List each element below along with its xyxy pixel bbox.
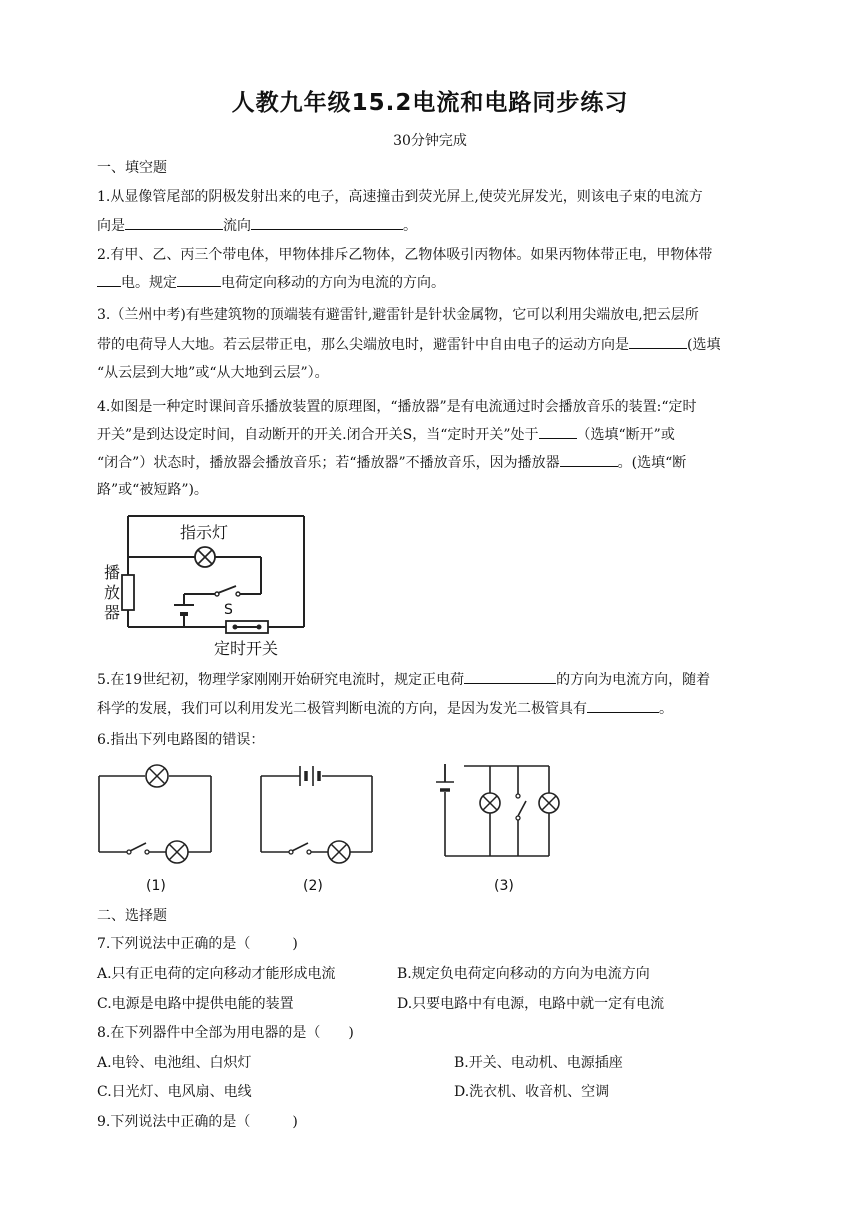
lamp-label: 指示灯: [180, 523, 229, 542]
q4-line2: [97, 424, 675, 445]
q4-text-b: （选填“断开”或: [576, 427, 675, 443]
q1-text-c: 。: [403, 218, 417, 234]
q2-blank-2: [177, 272, 221, 287]
q4-text-d: 。(选填“断: [617, 455, 687, 471]
q3-line3: “从云层到大地”或“从大地到云层”）。: [97, 365, 329, 381]
q3-text-a: 带的电荷导人大地。若云层带正电，那么尖端放电时，避雷针中自由电子的运动方向是: [97, 337, 629, 353]
c3-lamp-right-icon: [539, 793, 559, 813]
q5-text-a: 5.在19世纪初，物理学家刚刚开始研究电流时，规定正电荷: [97, 672, 465, 688]
c2-switch-icon: [289, 843, 311, 854]
player-resistor-icon: [122, 575, 134, 610]
section-choice-heading: 二、选择题: [97, 908, 167, 924]
section-fill-heading: 一、填空题: [97, 160, 167, 176]
c1-lamp-top-icon: [146, 765, 168, 787]
q8-option-a: A.电铃、电池组、白炽灯: [97, 1055, 252, 1071]
q5-line1: [97, 669, 710, 690]
q6-caption-1: (1): [146, 878, 166, 892]
q5-line2: [97, 698, 673, 719]
q6-line1: 6.指出下列电路图的错误：: [97, 732, 265, 748]
switch-s-icon: [215, 586, 240, 596]
page-subtitle: 30分钟完成: [393, 133, 467, 149]
c2-lamp-icon: [328, 841, 350, 863]
q2-line2: [97, 272, 445, 293]
q3-line2: [97, 334, 720, 355]
timer-label: 定时开关: [214, 639, 279, 658]
q1-text-a: 向是: [97, 218, 125, 234]
c3-battery-icon: [436, 764, 454, 790]
player-label-char-3: 器: [104, 603, 121, 622]
q1-line2: [97, 215, 417, 236]
c3-switch-icon: [516, 794, 526, 820]
q4-blank-2: [560, 452, 618, 467]
q6-circuit-figures: [90, 752, 570, 892]
q5-text-b: 的方向为电流方向，随着: [556, 672, 711, 688]
q1-blank-1: [125, 215, 223, 230]
q5-blank-2: [587, 698, 659, 713]
q7-stem: 7.下列说法中正确的是（ ): [97, 936, 298, 952]
q4-line4: 路”或“被短路”)。: [97, 482, 208, 498]
q5-blank-1: [464, 669, 556, 684]
q7-option-b: B.规定负电荷定向移动的方向为电流方向: [397, 966, 650, 982]
q4-circuit-figure: [96, 510, 316, 660]
q4-line1: 4.如图是一种定时课间音乐播放装置的原理图，“播放器”是有电流通过时会播放音乐的装置:“定时: [97, 399, 697, 415]
q1-line1: 1.从显像管尾部的阴极发射出来的电子，高速撞击到荧光屏上,使荧光屏发光，则该电子束的电流方: [97, 189, 703, 205]
q7-option-a: A.只有正电荷的定向移动才能形成电流: [97, 966, 336, 982]
q7-option-d: D.只要电路中有电源，电路中就一定有电流: [397, 996, 665, 1012]
q7-option-c: C.电源是电路中提供电能的装置: [97, 996, 294, 1012]
indicator-lamp-icon: [195, 547, 215, 567]
c3-lamp-left-icon: [480, 793, 500, 813]
q6-caption-2: (2): [303, 878, 323, 892]
q4-text-c: “闭合”）状态时，播放器会播放音乐；若“播放器”不播放音乐，因为播放器: [97, 455, 560, 471]
switch-label: S: [224, 602, 233, 618]
q8-stem: 8.在下列器件中全部为用电器的是（ ): [97, 1025, 354, 1041]
q4-line3: [97, 452, 686, 473]
q1-blank-2: [251, 215, 403, 230]
c1-lamp-bottom-icon: [166, 841, 188, 863]
page-title: 人教九年级15.2电流和电路同步练习: [231, 90, 629, 116]
q8-option-b: B.开关、电动机、电源插座: [454, 1055, 623, 1071]
q9-stem: 9.下列说法中正确的是（ ): [97, 1114, 298, 1130]
player-label-char-2: 放: [104, 583, 121, 602]
c1-switch-icon: [127, 843, 149, 854]
q1-text-b: 流向: [223, 218, 251, 234]
q8-option-d: D.洗衣机、收音机、空调: [454, 1084, 610, 1100]
battery-icon: [174, 605, 194, 614]
q2-text-a: 电。规定: [121, 275, 177, 291]
q2-line1: 2.有甲、乙、丙三个带电体，甲物体排斥乙物体，乙物体吸引丙物体。如果丙物体带正电，甲物体带: [97, 247, 713, 263]
timer-switch-icon: [226, 621, 268, 633]
q3-text-b: (选填: [687, 337, 721, 353]
q6-caption-3: (3): [494, 878, 514, 892]
q2-blank-1: [97, 272, 121, 287]
q3-line1: 3.（兰州中考)有些建筑物的顶端装有避雷针,避雷针是针状金属物，它可以利用尖端放电,把云层所: [97, 307, 699, 323]
c2-battery-icon: [300, 766, 319, 786]
q3-blank-1: [629, 334, 687, 349]
q5-text-c: 科学的发展，我们可以利用发光二极管判断电流的方向，是因为发光二极管具有: [97, 701, 587, 717]
q4-blank-1: [539, 424, 577, 439]
q4-text-a: 开关”是到达设定时间，自动断开的开关.闭合开关S，当“定时开关”处于: [97, 427, 539, 443]
q2-text-b: 电荷定向移动的方向为电流的方向。: [221, 275, 445, 291]
player-label-char-1: 播: [104, 563, 121, 582]
q8-option-c: C.日光灯、电风扇、电线: [97, 1084, 252, 1100]
q5-text-d: 。: [659, 701, 673, 717]
